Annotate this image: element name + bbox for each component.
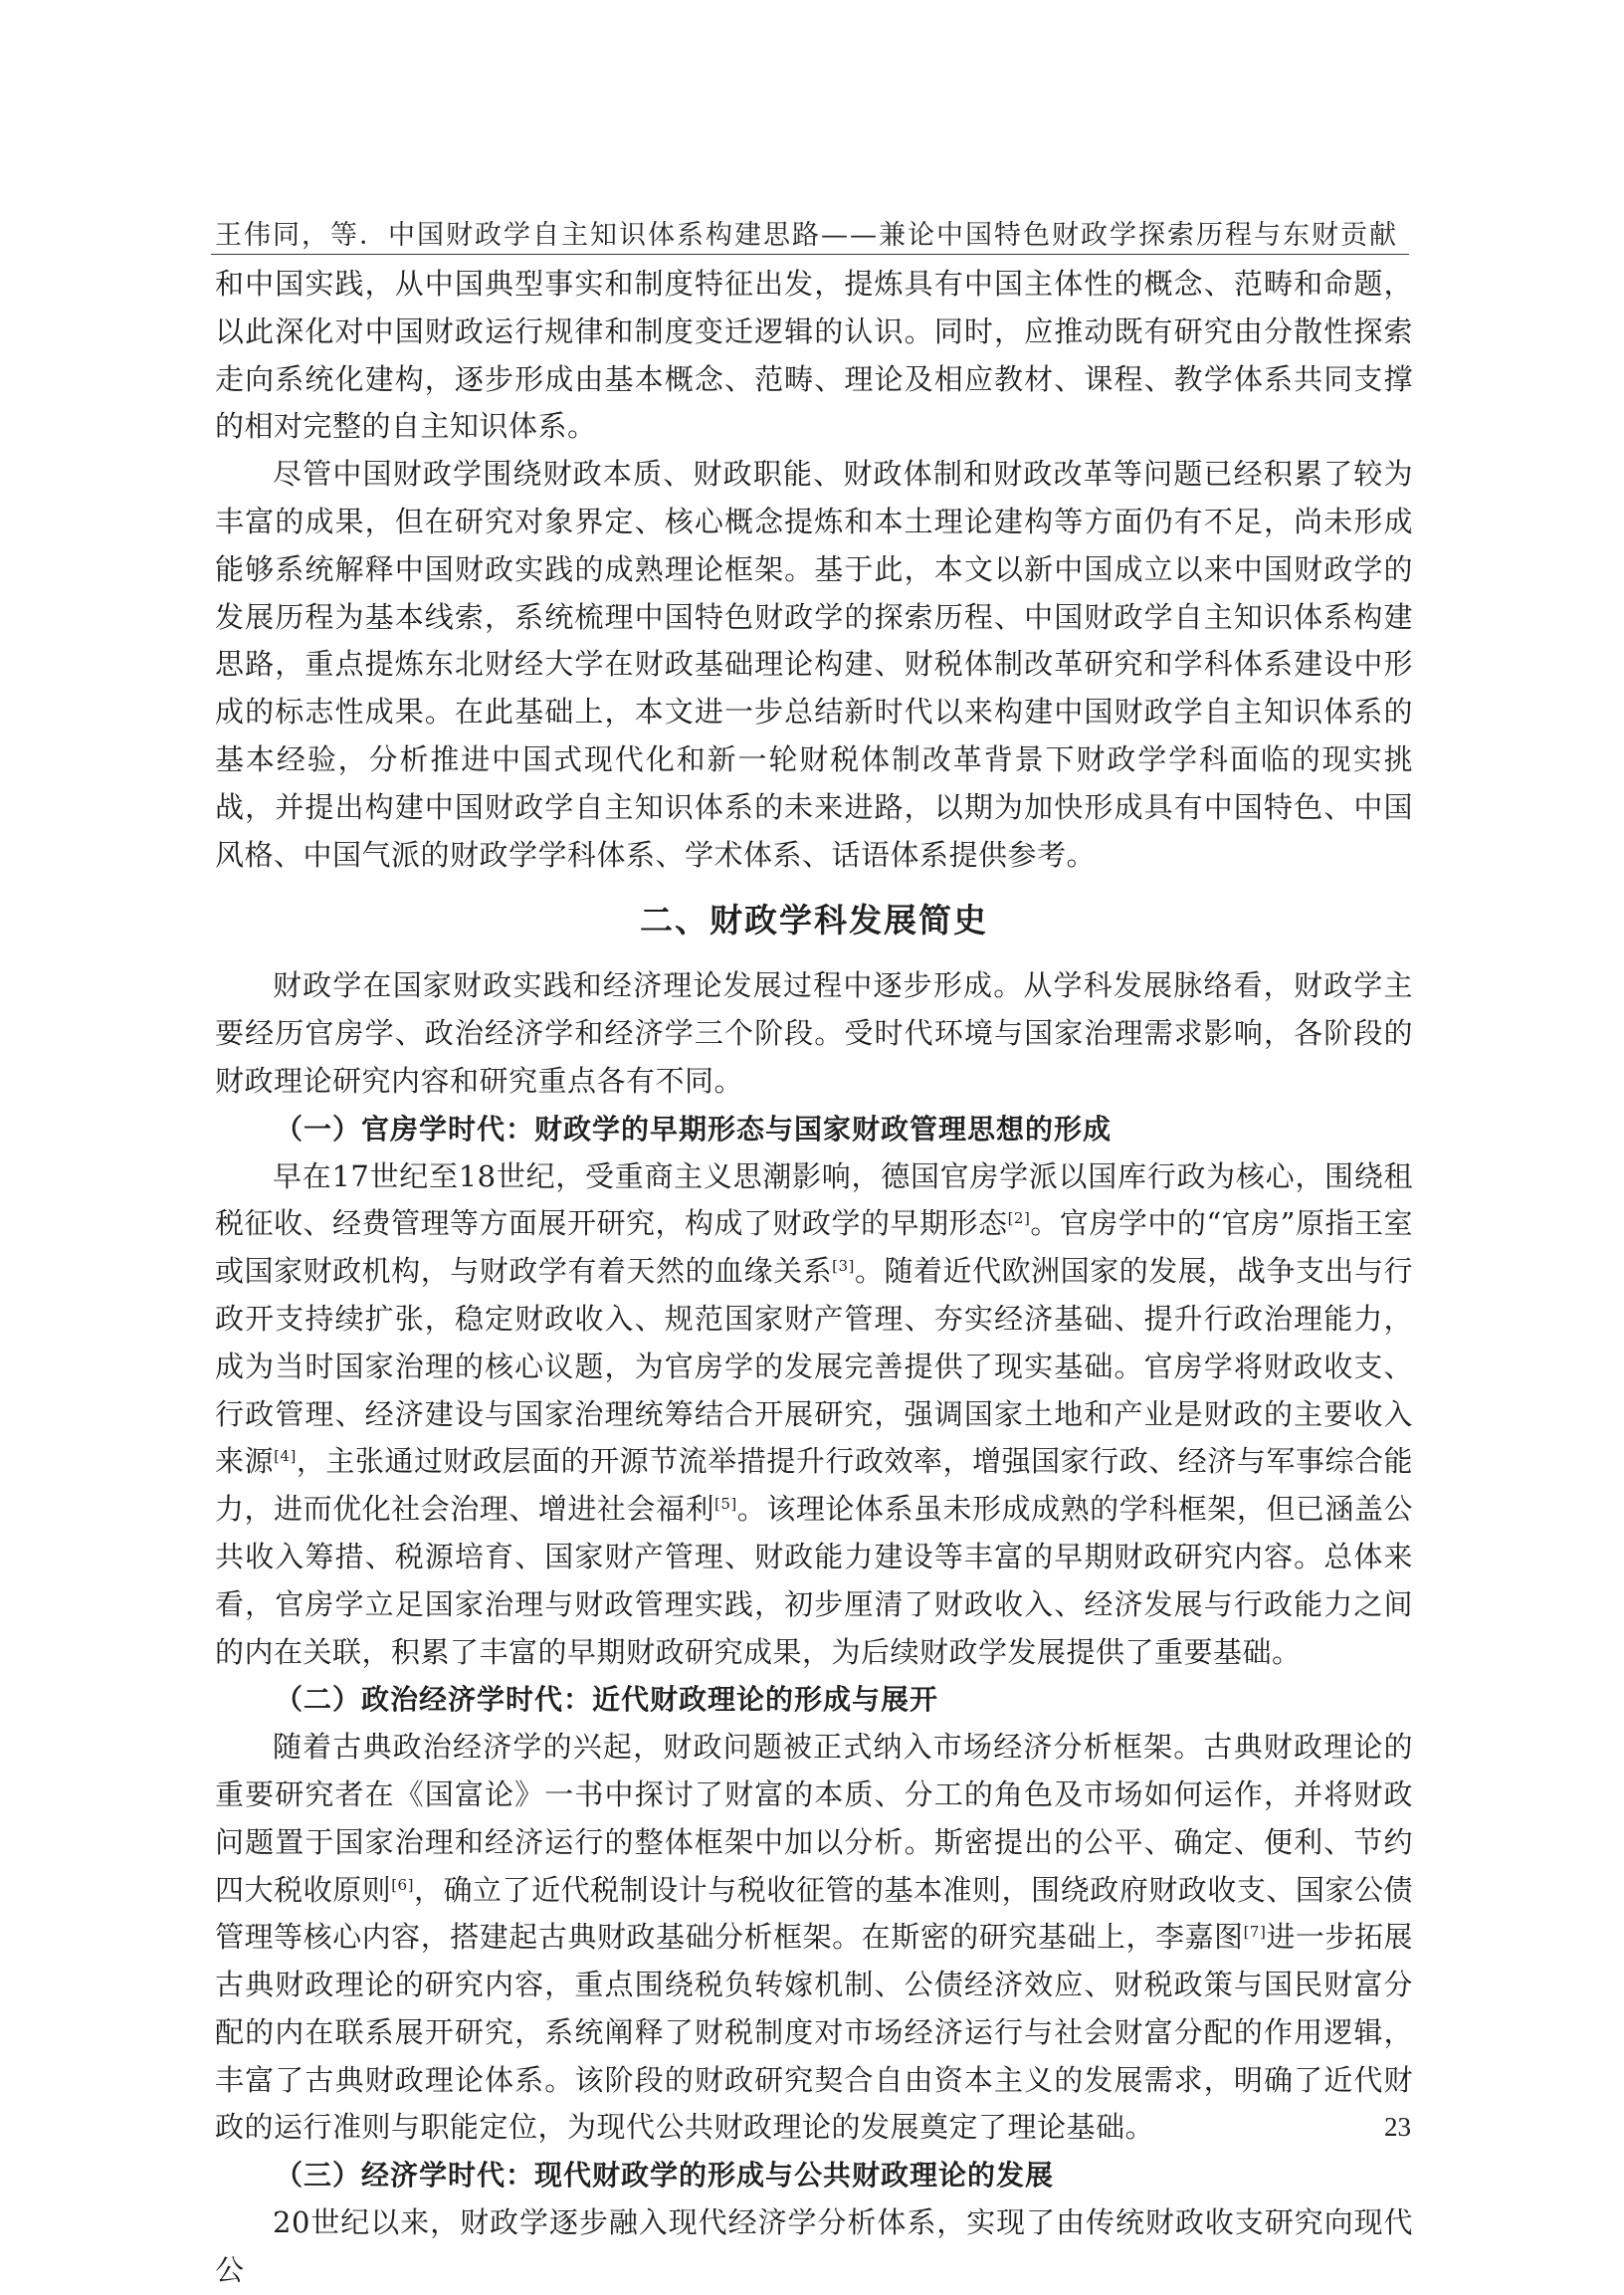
text-run: 。随着近代欧洲国家的发展，战争支出与行政开支持续扩张，稳定财政收入、规范国家财产管理、夯实经济基础、提升行政治理能力，成为当时国家治理的核心议题，为官房学的发展完善提供了现实基础。官房学将财政收支、行政管理、经济建设与国家治理统筹结合开展研究，强调国家土地和产业是财政的主要收入来源 xyxy=(215,1254,1413,1479)
paragraph-economics-era: 20世纪以来，财政学逐步融入现代经济学分析体系，实现了由传统财政收支研究向现代公 xyxy=(215,2205,1413,2287)
citation-ref[interactable]: [7] xyxy=(1243,1923,1267,1942)
paragraph-political-economy xyxy=(215,1724,1413,2152)
citation-ref[interactable]: [4] xyxy=(274,1447,297,1466)
text-run: 。官房学中的“官房”原指王室或国家财政机构，与财政学有着天然的血缘关系 xyxy=(215,1206,1413,1289)
running-header: 王伟同，等．中国财政学自主知识体系构建思路——兼论中国特色财政学探索历程与东财贡献 xyxy=(215,220,1398,251)
text-run: ，确立了近代税制设计与税收征管的基本准则，围绕政府财政收支、国家公债管理等核心内容，搭建起古典财政基础分析框架。在斯密的研究基础上，李嘉图 xyxy=(215,1872,1413,1955)
paragraph-continuation: 和中国实践，从中国典型事实和制度特征出发，提炼具有中国主体性的概念、范畴和命题，以此深化对中国财政运行规律和制度变迁逻辑的认识。同时，应推动既有研究由分散性探索走向系统化建构，逐步形成由基本概念、范畴、理论及相应教材、课程、教学体系共同支撑的相对完整的自主知识体系。 xyxy=(215,267,1413,444)
text-run: ，主张通过财政层面的开源节流举措提升行政效率，增强国家行政、经济与军事综合能力，进而优化社会治理、增进社会福利 xyxy=(215,1444,1413,1527)
citation-ref[interactable]: [5] xyxy=(714,1495,737,1514)
header-divider xyxy=(211,254,1409,255)
citation-ref[interactable]: [3] xyxy=(832,1257,855,1276)
text-run: 。该理论体系虽未形成成熟的学科框架，但已涵盖公共收入筹措、税源培育、国家财产管理、财政能力建设等丰富的早期财政研究内容。总体来看，官房学立足国家治理与财政管理实践，初步厘清了财政收入、经济发展与行政能力之间的内在关联，积累了丰富的早期财政研究成果，为后续财政学发展提供了重要基础。 xyxy=(215,1492,1413,1669)
subsection-heading-1: （一）官房学时代：财政学的早期形态与国家财政管理思想的形成 xyxy=(275,1112,1113,1146)
page-number: 23 xyxy=(1384,2112,1411,2142)
text-run: 随着古典政治经济学的兴起，财政问题被正式纳入市场经济分析框架。古典财政理论的重要研究者在《国富论》一书中探讨了财富的本质、分工的角色及市场如何运作，并将财政问题置于国家治理和经济运行的整体框架中加以分析。斯密提出的公平、确定、便利、节约四大税收原则 xyxy=(215,1730,1413,1907)
paragraph-intro-summary: 尽管中国财政学围绕财政本质、财政职能、财政体制和财政改革等问题已经积累了较为丰富的成果，但在研究对象界定、核心概念提炼和本土理论建构等方面仍有不足，尚未形成能够系统解释中国财政实践的成熟理论框架。基于此，本文以新中国成立以来中国财政学的发展历程为基本线索，系统梳理中国特色财政学的探索历程、中国财政学自主知识体系构建思路，重点提炼东北财经大学在财政基础理论构建、财税体制改革研究和学科体系建设中形成的标志性成果。在此基础上，本文进一步总结新时代以来构建中国财政学自主知识体系的基本经验，分析推进中国式现代化和新一轮财税体制改革背景下财政学学科面临的现实挑战，并提出构建中国财政学自主知识体系的未来进路，以期为加快形成具有中国特色、中国风格、中国气派的财政学学科体系、学术体系、话语体系提供参考。 xyxy=(215,457,1413,872)
citation-ref[interactable]: [2] xyxy=(1007,1209,1031,1228)
subsection-heading-3: （三）经济学时代：现代财政学的形成与公共财政理论的发展 xyxy=(275,2159,1055,2192)
paragraph-section-overview: 财政学在国家财政实践和经济理论发展过程中逐步形成。从学科发展脉络看，财政学主要经历官房学、政治经济学和经济学三个阶段。受时代环境与国家治理需求影响，各阶段的财政理论研究内容和研究重点各有不同。 xyxy=(215,968,1413,1098)
subsection-heading-2: （二）政治经济学时代：近代财政理论的形成与展开 xyxy=(275,1683,939,1717)
body-text xyxy=(215,261,1413,2295)
text-run: 进一步拓展古典财政理论的研究内容，重点围绕税负转嫁机制、公债经济效应、财税政策与国民财富分配的内在联系展开研究，系统阐释了财税制度对市场经济运行与社会财富分配的作用逻辑，丰富了古典财政理论体系。该阶段的财政研究契合自由资本主义的发展需求，明确了近代财政的运行准则与职能定位，为现代公共财政理论的发展奠定了理论基础。 xyxy=(215,1920,1413,2145)
text-run: 早在17世纪至18世纪，受重商主义思潮影响，德国官房学派以国库行政为核心，围绕租税征收、经费管理等方面展开研究，构成了财政学的早期形态 xyxy=(215,1158,1413,1241)
paragraph-cameralism xyxy=(215,1153,1413,1677)
citation-ref[interactable]: [6] xyxy=(391,1875,414,1894)
section-heading: 二、财政学科发展简史 xyxy=(640,901,988,940)
